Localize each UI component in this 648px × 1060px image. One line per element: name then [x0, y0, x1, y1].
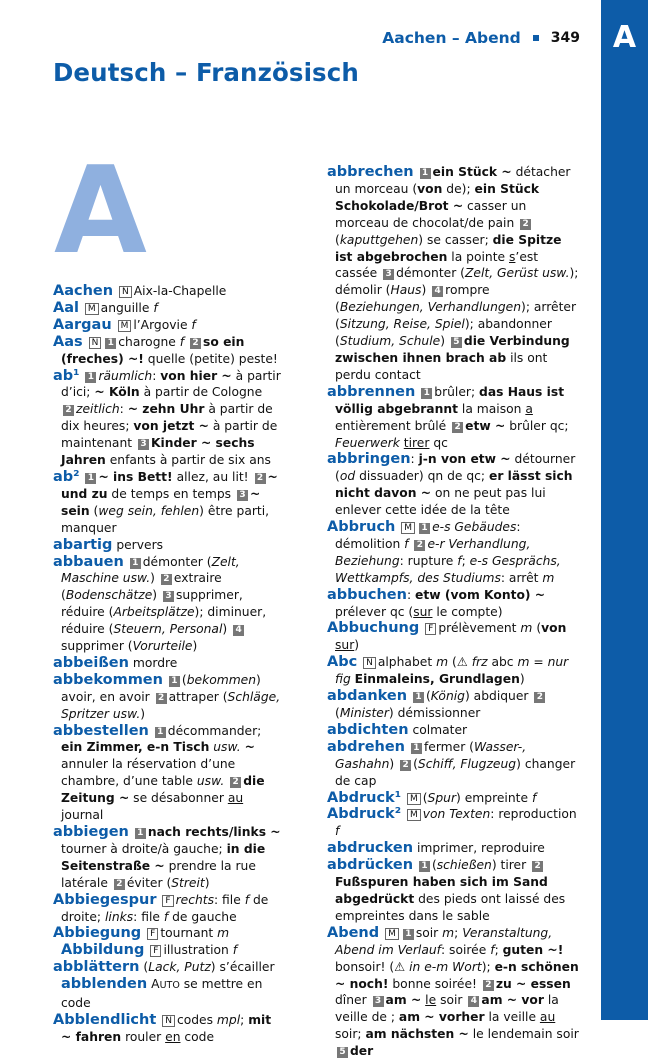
thumb-index-tab	[601, 0, 648, 1020]
headword: abbeißen	[53, 654, 129, 671]
entry-body: M l’Argovie f	[116, 318, 196, 332]
entry-body: M 1 e-s Gebäudes: démolition f 2 e-r Verhandlung, Beziehung: rupture f; e-s Gesprächs, Wettkampfs, des Studiums: arrêt m	[335, 520, 561, 585]
headword: abdrücken	[327, 857, 414, 874]
entry-body: 1 fermer (Wasser-, Gashahn) 2 (Schiff, Flugzeug) changer de cap	[335, 739, 576, 788]
headword: abbrennen	[327, 383, 416, 400]
entry	[53, 554, 281, 655]
headword: abdrehen	[327, 738, 406, 755]
entry-body: M anguille f	[83, 301, 158, 315]
entry	[53, 672, 281, 723]
headword: abbuchen	[327, 586, 407, 603]
entry	[327, 806, 581, 840]
headword: Abbiegespur	[53, 891, 157, 908]
entry-body: N Aix-la-Chapelle	[117, 284, 226, 298]
entry	[53, 925, 281, 959]
entry-body: mordre	[132, 655, 178, 670]
entry-body: 1 (bekommen) avoir, en avoir 2 attraper (Schläge, Spritzer usw.)	[61, 672, 281, 721]
entry	[327, 925, 581, 1060]
right-column	[327, 164, 581, 1060]
entry-body: imprimer, reproduire	[416, 841, 545, 856]
headword: abartig	[53, 536, 113, 553]
entry	[53, 368, 281, 469]
entry-body: N codes mpl; mit ~ fahren rouler en code	[61, 1012, 272, 1044]
entry	[327, 739, 581, 790]
headword: abbringen	[327, 451, 411, 468]
headword: abblenden	[61, 976, 148, 993]
entry	[53, 1012, 281, 1046]
entry-body: (Lack, Putz) s’écailler	[143, 960, 275, 975]
entry	[327, 164, 581, 384]
headword: Aas	[53, 333, 83, 350]
entry	[327, 857, 581, 925]
entry-body: pervers	[116, 537, 164, 552]
entry	[327, 840, 581, 857]
headword: abbiegen	[53, 824, 129, 840]
entry	[53, 959, 281, 1012]
entry	[53, 283, 281, 300]
entry-body: 1 ~ ins Bett! allez, au lit! 2 ~ und zu de temps en temps 3 ~ sein (weg sein, fehlen) être parti, manquer	[61, 469, 278, 535]
entry	[327, 654, 581, 688]
warning-icon: ⚠	[456, 655, 468, 670]
entry	[53, 469, 281, 537]
entry	[327, 519, 581, 587]
headword: ab¹	[53, 367, 80, 384]
warning-icon: ⚠	[394, 959, 406, 974]
header-range: Aachen – Abend	[382, 29, 521, 47]
headword: Aachen	[53, 283, 114, 299]
entry	[53, 334, 281, 368]
entry-body: N 1 charogne f 2 so ein (freches) ~! quelle (petite) peste!	[61, 334, 278, 366]
entry-body: N alphabet m (⚠ frz abc m = nur fig Einmaleins, Grundlagen)	[335, 655, 569, 687]
headword: abbauen	[53, 553, 124, 570]
entry	[327, 587, 581, 621]
entry	[53, 537, 281, 554]
entry-body: F rechts: file f de droite; links: file f de gauche	[61, 892, 269, 924]
headword: Abdruck¹	[327, 789, 402, 806]
entry	[327, 790, 581, 807]
running-header	[382, 26, 580, 50]
headword: Aal	[53, 299, 79, 316]
headword: Abbildung	[61, 942, 145, 959]
entry	[53, 892, 281, 926]
headword: abbrechen	[327, 164, 414, 180]
entry-body: : j-n von etw ~ détourner (od dissuader) qn de qc; er lässt sich nicht davon ~ on ne peut pas lui enlever cette idée de la tête	[335, 452, 576, 518]
left-column	[53, 283, 281, 1046]
headword: Abblendlicht	[53, 1011, 157, 1028]
headword: Abbruch	[327, 519, 396, 536]
entry-body: M von Texten: reproduction f	[335, 807, 577, 839]
page-title: Deutsch – Französisch	[53, 58, 359, 87]
entry	[53, 300, 281, 317]
entry	[53, 723, 281, 824]
headword: abdanken	[327, 688, 408, 705]
headword: ab²	[53, 468, 80, 485]
thumb-index-letter: A	[612, 20, 637, 55]
entry	[53, 824, 281, 892]
entry	[327, 384, 581, 452]
headword: abbestellen	[53, 722, 149, 739]
page-number: 349	[550, 30, 580, 46]
headword: Abc	[327, 654, 358, 671]
headword: abdrucken	[327, 840, 414, 857]
entry-body: F illustration f	[148, 943, 237, 957]
entry-body: 1 (schießen) tirer 2Fußspuren haben sich im Sand abgedrückt des pieds ont laissé des empreintes dans le sable	[335, 858, 566, 923]
header-separator-square	[533, 35, 539, 41]
entry	[327, 688, 581, 722]
entry	[53, 655, 281, 672]
headword: Abend	[327, 924, 380, 941]
headword: abdichten	[327, 721, 409, 738]
entry-body: 1 (König) abdiquer 2(Minister) démissionner	[335, 689, 547, 720]
headword: Abdruck²	[327, 806, 402, 823]
entry	[327, 620, 581, 654]
section-letter: A	[54, 142, 147, 281]
headword: abblättern	[53, 959, 140, 976]
entry-body: M 1 soir m; Veranstaltung, Abend im Verlauf: soirée f; guten ~! bonsoir! (⚠ in e-m Wort); e-n schönen ~ noch! bonne soirée! 2 zu ~ essen dîner 3 am ~ le soir 4 am ~ vor la veille de ; am ~ vorher la veille au soir; am nächsten ~ le lendemain soir 5 der	[335, 925, 579, 1059]
entry-body: F prélèvement m (von sur)	[335, 621, 567, 653]
entry-body: 1 décommander; ein Zimmer, e-n Tisch usw. ~ annuler la réservation d’une chambre, d’une table usw. 2 die Zeitung ~ se désabonner au journal	[61, 723, 265, 823]
headword: abbekommen	[53, 671, 163, 688]
entry-body: AUTO se mettre en code	[61, 977, 263, 1011]
entry-body: F tournant m	[145, 926, 229, 940]
entry	[53, 317, 281, 334]
entry-body: 1 nach rechts/links ~ tourner à droite/à gauche; in die Seitenstraße ~ prendre la rue latérale 2 éviter (Streit)	[61, 825, 281, 890]
entry-body: 1 démonter (Zelt, Maschine usw.) 2 extraire (Bodenschätze) 3 supprimer, réduire (Arbeitsplätze); diminuer, réduire (Steuern, Personal) 4supprimer (Vorurteile)	[61, 554, 267, 654]
headword: Abbiegung	[53, 925, 142, 942]
entry	[327, 451, 581, 519]
entry-body: : etw (vom Konto) ~ prélever qc (sur le compte)	[335, 587, 546, 619]
entry-body: 1 ein Stück ~ détacher un morceau (von de); ein Stück Schokolade/Brot ~ casser un morceau de chocolat/de pain 2(kaputtgehen) se casser; die Spitze ist abgebrochen la pointe s’est cassée 3 démonter (Zelt, Gerüst usw.); démolir (Haus) 4 rompre (Beziehungen, Verhandlungen); arrêter (Sitzung, Reise, Spiel); abandonner (Studium, Schule) 5 die Verbindung zwischen ihnen brach ab ils ont perdu contact	[335, 165, 579, 382]
entry-body: colmater	[412, 722, 468, 737]
entry	[327, 722, 581, 739]
entry-body: M (Spur) empreinte f	[405, 791, 536, 805]
entry-body: 1 räumlich: von hier ~ à partir d’ici; ~ Köln à partir de Cologne 2 zeitlich: ~ zehn Uhr à partir de dix heures; von jetzt ~ à partir de maintenant 3 Kinder ~ sechs Jahren enfants à partir de six ans	[61, 368, 281, 468]
headword: Aargau	[53, 316, 112, 333]
entry-body: 1 brûler; das Haus ist völlig abgebrannt la maison a entièrement brûlé 2 etw ~ brûler qc; Feuerwerk tirer qc	[335, 384, 569, 450]
headword: Abbuchung	[327, 620, 420, 637]
